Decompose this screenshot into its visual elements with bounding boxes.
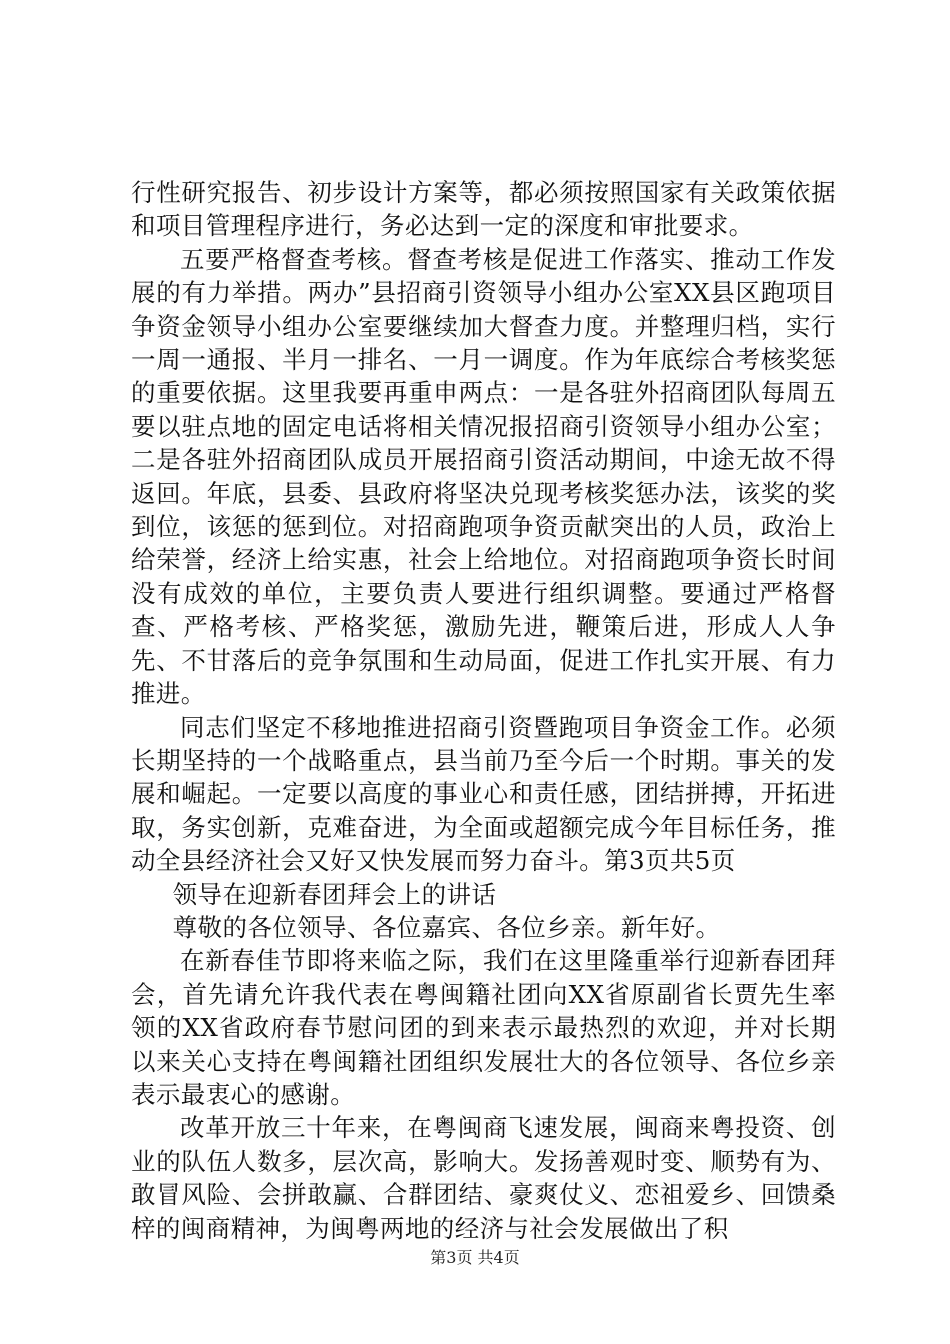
greeting: 尊敬的各位领导、各位嘉宾、各位乡亲。新年好。 <box>172 912 721 942</box>
paragraph-5: 改革开放三十年来，在粤闽商飞速发展，闽商来粤投资、创业的队伍人数多，层次高，影响大。发扬善观时变、顺势有为、敢冒风险、会拼敢赢、合群团结、豪爽仗义、恋祖爱乡、回馈桑梓的闽商精神，为闽粤两地的经济与社会发展做出了积 <box>131 1113 836 1243</box>
speech-title: 领导在迎新春团拜会上的讲话 <box>172 879 497 909</box>
paragraph-2: 五要严格督查考核。督查考核是促进工作落实、推动工作发展的有力举措。两办”县招商引资领导小组办公室XX县区跑项目争资金领导小组办公室要继续加大督查力度。并整理归档，实行一周一通报、半月一排名、一月一调度。作为年底综合考核奖惩的重要依据。这里我要再重申两点：一是各驻外招商团队每周五要以驻点地的固定电话将相关情况报招商引资领导小组办公室；二是各驻外招商团队成员开展招商引资活动期间，中途无故不得返回。年底，县委、县政府将坚决兑现考核奖惩办法，该奖的奖到位，该惩的惩到位。对招商跑项争资贡献突出的人员，政治上给荣誉，经济上给实惠，社会上给地位。对招商跑项争资长时间没有成效的单位，主要负责人要进行组织调整。要通过严格督查、严格考核、严格奖惩，激励先进，鞭策后进，形成人人争先、不甘落后的竞争氛围和生动局面，促进工作扎实开展、有力推进。 <box>131 244 836 709</box>
paragraph-4: 在新春佳节即将来临之际，我们在这里隆重举行迎新春团拜会，首先请允许我代表在粤闽籍社团向XX省原副省长贾先生率领的XX省政府春节慰问团的到来表示最热烈的欢迎，并对长期以来关心支持在粤闽籍社团组织发展壮大的各位领导、各位乡亲表示最衷心的感谢。 <box>131 946 836 1109</box>
paragraph-3: 同志们坚定不移地推进招商引资暨跑项目争资金工作。必须长期坚持的一个战略重点，县当前乃至今后一个时期。事关的发展和崛起。一定要以高度的事业心和责任感，团结拼搏，开拓进取，务实创新，克难奋进，为全面或超额完成今年目标任务，推动全县经济社会又好又快发展而努力奋斗。第3页共5页 <box>131 712 836 876</box>
page-footer: 第3页 共4页 <box>430 1248 520 1267</box>
paragraph-1: 行性研究报告、初步设计方案等，都必须按照国家有关政策依据和项目管理程序进行，务必达到一定的深度和审批要求。 <box>131 178 836 241</box>
document-body <box>131 176 836 1245</box>
